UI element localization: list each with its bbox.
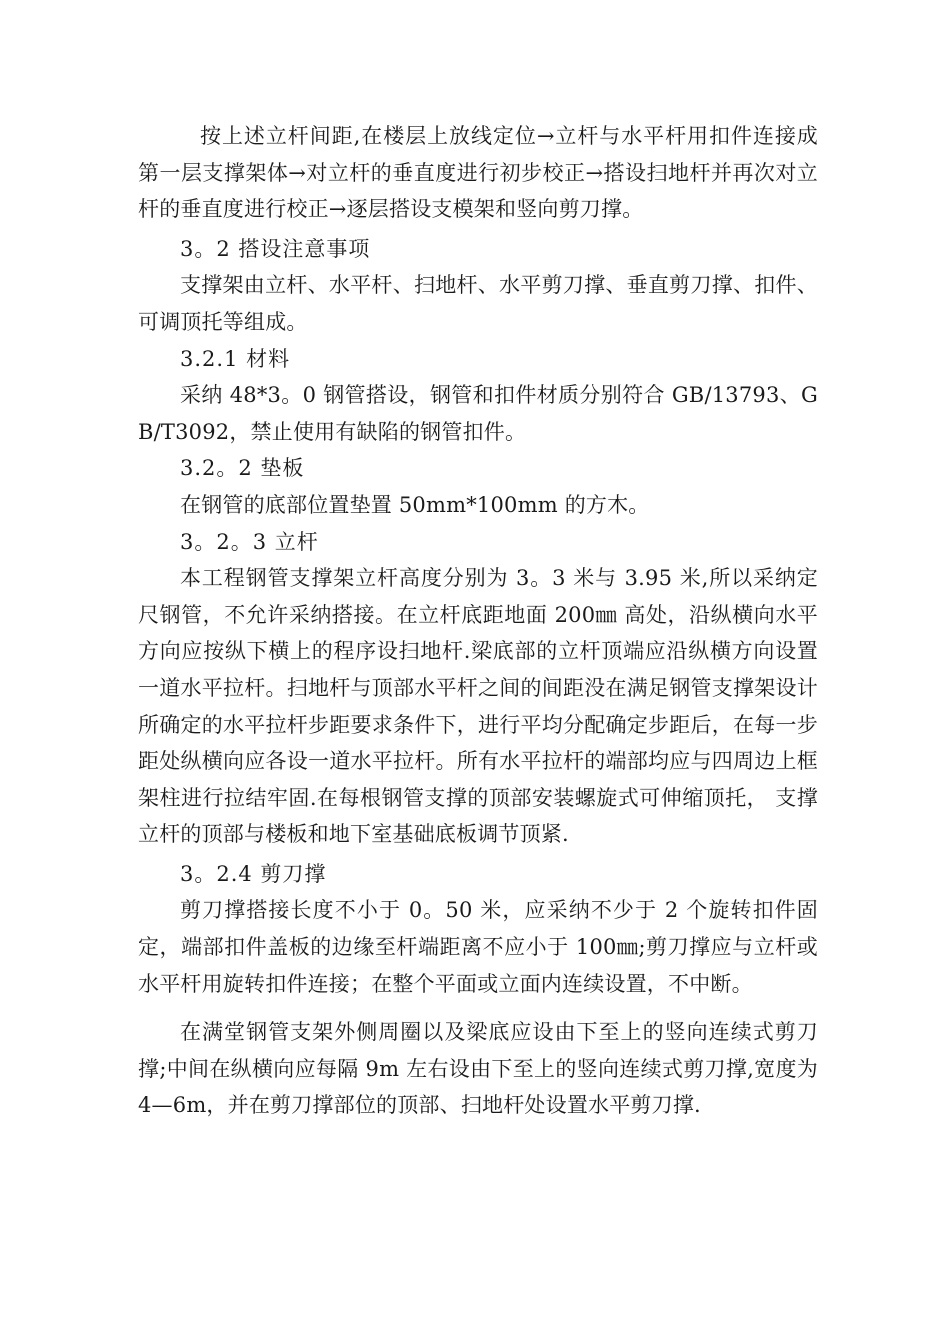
section-paragraph-3-2: 支撑架由立杆、水平杆、扫地杆、水平剪刀撑、垂直剪刀撑、扣件、可调顶托等组成。 [138, 273, 818, 334]
section-heading-3-2: 3。2 搭设注意事项 [180, 236, 371, 261]
section-paragraph-3-2-1: 采纳 48*3。0 钢管搭设，钢管和扣件材质分别符合 GB/13793、GB/T3092，禁止使用有缺陷的钢管扣件。 [138, 383, 818, 444]
intro-paragraph: 按上述立杆间距,在楼层上放线定位→立杆与水平杆用扣件连接成第一层支撑架体→对立杆的垂直度进行初步校正→搭设扫地杆并再次对立杆的垂直度进行校正→逐层搭设支模架和竖向剪刀撑。 [138, 124, 818, 222]
section-paragraph-3-2-2: 在钢管的底部位置垫置 50mm*100mm 的方木。 [180, 492, 650, 517]
section-heading-3-2-2: 3.2。2 垫板 [180, 456, 305, 481]
section-heading-3-2-3: 3。2。3 立杆 [180, 529, 319, 554]
section-paragraph-3-2-3: 本工程钢管支撑架立杆高度分别为 3。3 米与 3.95 米,所以采纳定尺钢管，不允许采纳搭接。在立杆底距地面 200㎜ 高处，沿纵横向水平方向应按纵下横上的程序设扫地杆.梁底部的立杆顶端应沿纵横方向设置一道水平拉杆。扫地杆与顶部水平杆之间的间距没在满足钢管支撑架设计所确定的水平拉杆步距要求条件下，进行平均分配确定步距后，在每一步距处纵横向应各设一道水平拉杆。所有水平拉杆的端部均应与四周边上框架柱进行拉结牢固.在每根钢管支撑的顶部安装螺旋式可伸缩顶托， 支撑立杆的顶部与楼板和地下室基础底板调节顶紧. [138, 566, 818, 847]
section-paragraph-3-2-4a: 剪刀撑搭接长度不小于 0。50 米，应采纳不少于 2 个旋转扣件固定，端部扣件盖板的边缘至杆端距离不应小于 100㎜;剪刀撑应与立杆或水平杆用旋转扣件连接；在整个平面或立面内连续设置，不中断。 [138, 898, 818, 996]
document-body [138, 118, 818, 1124]
section-paragraph-3-2-4b: 在满堂钢管支架外侧周圈以及梁底应设由下至上的竖向连续式剪刀撑;中间在纵横向应每隔 9m 左右设由下至上的竖向连续式剪刀撑,宽度为 4—6m，并在剪刀撑部位的顶部、扫地杆处设置水平剪刀撑. [138, 1020, 818, 1118]
section-heading-3-2-1: 3.2.1 材料 [180, 346, 291, 371]
section-heading-3-2-4: 3。2.4 剪刀撑 [180, 861, 327, 886]
